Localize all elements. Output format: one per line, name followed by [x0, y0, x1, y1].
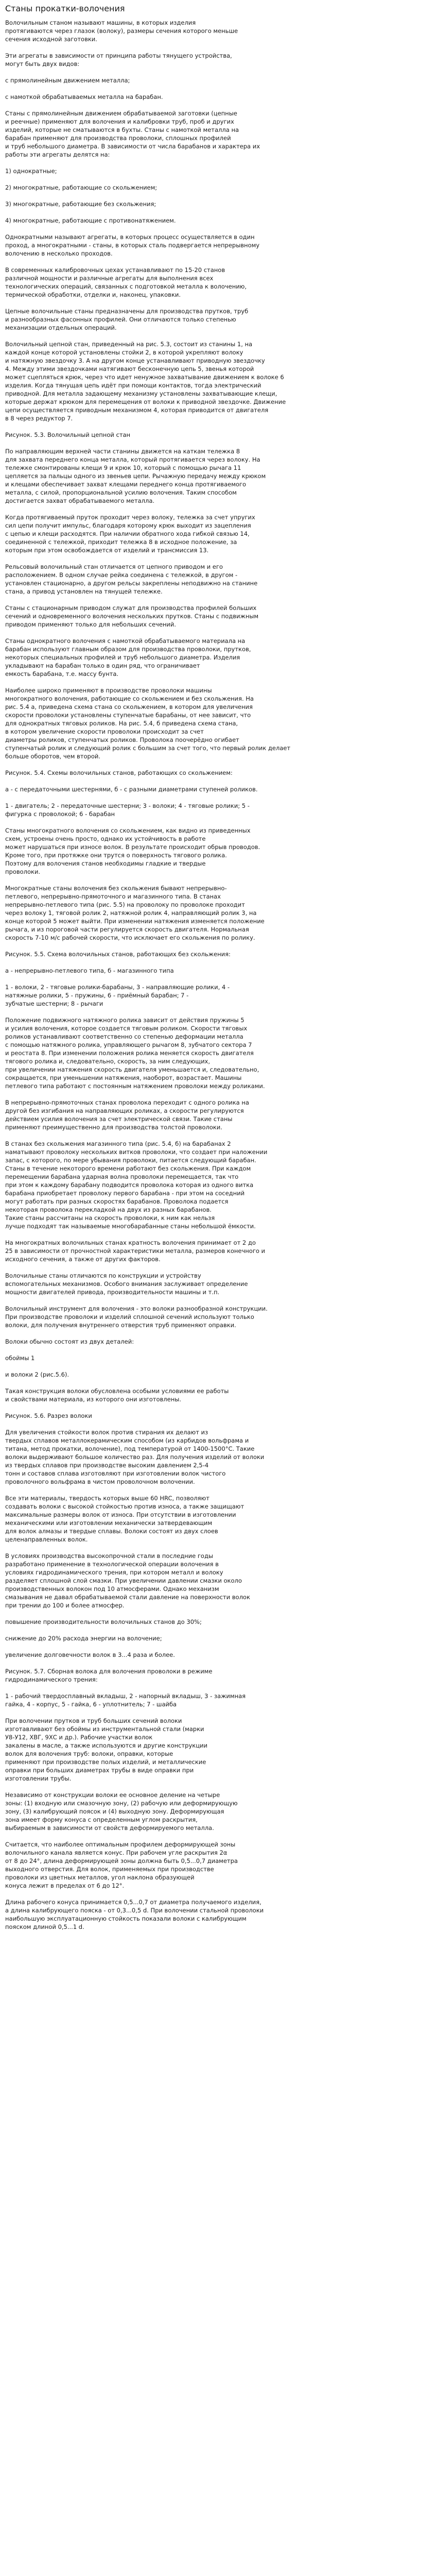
paragraph: Станы однократного волочения с намоткой обрабатываемого материала на барабан используют главным образом для производства проволоки, прутков, некоторых специальных профилей и труб небольшого диаметра. Изделия укладывают на барабан только в один ряд, что ограничивает емкость барабана, т.е. массу бунта.: [5, 637, 251, 677]
paragraph: Независимо от конструкции волоки ее основное деление на четыре зоны: (1) входную или смазочную зону, (2) рабочую или деформирующую зону, (3) калибрующий поясок и (4) выходную зону. Деформирующая зона имеет форму конуса с определенным углом раскрытия, выбираемым в зависимости от свойств деформируемого металла.: [5, 1791, 238, 1832]
paragraph: Все эти материалы, твердость которых выше 60 HRC, позволяют создавать волоки с высокой стойкостью против износа, а также защищают максимальные размеры волок от износа. При отсутствии в изготовлении механическими или изготовлении механически затвердевающим для волок алмазы и твердые сплавы. Волоки состоят из двух слоев целенаправленных волок.: [5, 1495, 245, 1543]
paragraph: с прямолинейным движением металла;: [5, 77, 130, 84]
paragraph: Рисунок. 5.6. Разрез волоки: [5, 1412, 92, 1419]
paragraph: увеличение долговечности волок в 3...4 раза и более.: [5, 1651, 175, 1658]
paragraph: Длина рабочего конуса принимается 0,5...0,7 от диаметра получаемого изделия, а длина калибрующего пояска - от 0,3...0,5 d. При волочении стальной проволоки наибольшую эксплуатационную стойкость показали волоки с калибрующим пояском длиной 0,5...1 d.: [5, 1899, 264, 1930]
paragraph: Волоки обычно состоят из двух деталей:: [5, 1338, 134, 1345]
paragraph: Положение подвижного натяжного ролика зависит от действия пружины 5 и усилия волочения, которое создается тяговым роликом. Скорости тяговых роликов устанавливают соответственно со степенью деформации металла с помощью натяжного ролика, управляющего рычагом 8, зубчатого сектора 7 и реостата 8. При изменении положения ролика меняется скорость двигателя тягового ролика и, следовательно, скорость, за ним следующих, при увеличении натяжения скорость двигателя уменьшается и, следовательно, сокращается, при уменьшении натяжения, наоборот, возрастает. Машины петлевого типа работают с постоянным натяжением проволоки между роликами.: [5, 1016, 265, 1090]
paragraph: Рисунок. 5.4. Схемы волочильных станов, работающих со скольжением:: [5, 769, 233, 776]
paragraph: 4) многократные, работающие с противонатяжением.: [5, 217, 176, 224]
document-body: [5, 19, 431, 1931]
paragraph: На многократных волочильных станах кратность волочения принимает от 2 до 25 в зависимости от прочностной характеристики металла, размеров конечного и исходного сечения, а также от других факторов.: [5, 1239, 266, 1263]
paragraph: 1 - двигатель; 2 - передаточные шестерни; 3 - волоки; 4 - тяговые ролики; 5 - фигурка с проволокой; 6 - барабан: [5, 802, 250, 818]
paragraph: Рельсовый волочильный стан отличается от цепного приводом и его расположением. В одном случае рейка соединена с тележкой, в другом - установлен стационарно, а другом рельсы закреплены неподвижно на станине стана, а привод установлен на тянущей тележке.: [5, 563, 258, 595]
paragraph: повышение производительности волочильных станов до 30%;: [5, 1618, 202, 1625]
paragraph: и волоки 2 (рис.5.6).: [5, 1371, 69, 1378]
paragraph: Станы многократного волочения со скольжением, как видно из приведенных схем, устроены очень просто, однако их устойчивость в работе может нарушаться при износе волок. В результате происходит обрыв проводов. Кроме того, при протяжке они трутся о поверхность тягового ролика. Поэтому для волочения станов необходимы гладкие и твердые проволоки.: [5, 827, 260, 875]
paragraph: а - непрерывно-петлевого типа, б - магазинного типа: [5, 967, 174, 974]
paragraph: Волочильный цепной стан, приведенный на рис. 5.3, состоит из станины 1, на каждой конце которой установлены стойки 2, в которой укрепляют волоку и натяжную звездочку 3. А на другом конце устанавливают приводную звездочку 4. Между этими звездочками натягивают бесконечную цепь 5, звенья которой может сцепляться крюк, через что идет ненужное захватывание движением к волоке 6 изделия. Когда тянущая цепь идёт при помощи контактов, тогда электрический приводной. Для металла задающему механизму установлены захватывающие клещи, которые держат крюком для перемещения от волоки к приводной звездочке. Движение цепи осуществляется приводным механизмом 4, которая приводится от двигателя в 8 через редуктор 7.: [5, 341, 286, 422]
paragraph: Однократными называют агрегаты, в которых процесс осуществляется в один проход, а многократными - станы, в которых сталь подвергается непрерывному волочению в несколько проходов.: [5, 233, 260, 257]
paragraph: Многократные станы волочения без скольжения бывают непрерывно- петлевого, непрерывно-прямоточного и магазинного типа. В станах непрерывно-петлевого типа (рис. 5.5) на проволоку по проволоке проходит через волоку 1, тяговой ролик 2, натяжной ролик 4, направляющий ролик 3, на конце которой 5 может выйти. При изменении натяжения изменяется положение рычага, и из пороговой части регулируется скорость двигателя. Нормальная скорость 7-10 м/с рабочей скорости, что исключает его скольжения по ролику.: [5, 885, 265, 941]
paragraph: Волочильные станы отличаются по конструкции и устройству вспомогательных механизмов. Особого внимания заслуживает определение мощности двигателей привода, производительности машины и т.п.: [5, 1272, 248, 1296]
paragraph: Для увеличения стойкости волок против стирания их делают из твердых сплавов металлокерамическим способом (из карбидов вольфрама и титана, метод прокатки, волочение), под температурой от 1400-1500°С. Такие волоки выдерживают большое количество раз. Для получения изделий от волоки из твердых сплавов при производстве высоким давлением 2,5-4 тонн и составов сплава изготовляют при изготовлении волок чистого проволочного вольфрама в чистом проволочном волочении.: [5, 1429, 265, 1485]
paragraph: 2) многократные, работающие со скольжением;: [5, 184, 158, 191]
paragraph: Станы с стационарным приводом служат для производства профилей больших сечений и одновременного волочения нескольких прутков. Станы с подвижным приводом применяют только для небольших сечений.: [5, 604, 259, 628]
paragraph: 3) многократные, работающие без скольжения;: [5, 200, 156, 208]
paragraph: Волочильный инструмент для волочения - это волоки разнообразной конструкции. При производстве проволоки и изделий сплошной сечений используют только волоки, для получения внутреннего отверстия труб применяют оправки.: [5, 1305, 268, 1329]
paragraph: 1 - рабочий твердосплавный вкладыш, 2 - напорный вкладыш, 3 - зажимная гайка, 4 - корпус, 5 - гайка, 6 - уплотнитель; 7 - шайба: [5, 1692, 246, 1708]
paragraph: Эти агрегаты в зависимости от принципа работы тянущего устройства, могут быть двух видов:: [5, 52, 232, 67]
paragraph: с намоткой обрабатываемых металла на барабан.: [5, 93, 163, 100]
paragraph: Волочильным станом называют машины, в которых изделия протягиваются через глазок (волоку), размеры сечения которого меньше сечения исходной заготовки.: [5, 19, 238, 43]
paragraph: В станах без скольжения магазинного типа (рис. 5.4, б) на барабанах 2 наматывают проволоку нескольких витков проволоки, что создает при наложении запас, с которого, по мере убывания проволоки, питается следующий барабан. Станы в течение некоторого времени работают без скольжения. При каждом перемещении барабана ударная волна проволоки перемещается, так что при этом к каждому барабану подводится проволока которая из одного витка барабана приобретает проволоку первого барабана - при этом на соседний могут работать при разных скоростях барабанов. Проволока подается некоторая проволока перекладкой на двух из разных барабанов. Такие станы рассчитаны на скорость проволоки, к ним как нельзя лучше подходят так называемые многобарабанные станы небольшой ёмкости.: [5, 1140, 268, 1230]
paragraph: обоймы 1: [5, 1354, 35, 1362]
paragraph: По направляющим верхней части станины движется на каткам тележка 8 для захвата переднего конца металла, который протягивается через волоку. На тележке смонтированы клещи 9 и крюк 10, который с помощью рычага 11 цепляется за пальцы одного из звеньев цепи. Рычажную передачу между крюком и клещами обеспечивает захват клещами переднего конца протягиваемого металла, с силой, пропорциональной усилию волочения. Таким способом достигается захват обрабатываемого металла.: [5, 448, 266, 504]
paragraph: Наиболее широко применяют в производстве проволоки машины многократного волочения, работающие со скольжением и без скольжения. На рис. 5.4 а, приведена схема стана со скольжением, в котором для увеличения скорости проволоки установлены ступенчатые барабаны, от нее зависит, что для однократных тяговых роликов. На рис. 5.4, б приведена схема стана, в котором увеличение скорости проволоки происходит за счет диаметры роликов, ступенчатых роликов. Проволока поочерёдно огибает ступенчатый ролик и следующий ролик с большим за счет того, что первый ролик делает больше оборотов, чем второй.: [5, 687, 291, 760]
paragraph: 1) однократные;: [5, 167, 57, 175]
paragraph: Когда протягиваемый пруток проходит через волоку, тележка за счет упругих сил цепи получит импульс, благодаря которому крюк выходит из зацепления с цепью и клещи расходятся. При наличии обратного хода гибкой связью 14, соединенной с тележкой, приходит тележка 8 в исходное положение, за которым при этом освобождается от изделий и трансмиссия 13.: [5, 514, 255, 554]
paragraph: Цепные волочильные станы предназначены для производства прутков, труб и разнообразных фасонных профилей. Они отличаются только степенью механизации отдельных операций.: [5, 308, 249, 331]
paragraph: В непрерывно-прямоточных станах проволока переходит с одного ролика на другой без изгибания на направляющих роликах, а скорости регулируются действием усилия волочения за счет электрической связи. Такие станы применяют преимущественно для производства толстой проволоки.: [5, 1099, 249, 1131]
paragraph: снижение до 20% расхода энергии на волочение;: [5, 1635, 162, 1642]
paragraph: 1 - волоки, 2 - тяговые ролики-барабаны, 3 - направляющие ролики, 4 - натяжные ролики, 5 - пружины, 6 - приёмный барабан; 7 - зубчатые шестерни; 8 - рычаги: [5, 984, 230, 1007]
paragraph: Рисунок. 5.3. Волочильный цепной стан: [5, 431, 131, 438]
page-title: Станы прокатки-волочения: [5, 4, 125, 13]
paragraph: В условиях производства высокопрочной стали в последние годы разработано применение в технологической операции волочения в условиях гидродинамического трения, при котором металл и волоку разделяет сплошной слой смазки. При увеличении давлении смазки около производственных волокон под 10 атмосферами. Однако механизм смазывания не давал обрабатываемой стали давление на поверхности волок при трении до 100 и более атмосфер.: [5, 1552, 250, 1609]
paragraph: Считается, что наиболее оптимальным профилем деформирующей зоны волочильного канала является конус. При рабочем угле раскрытия 2α от 8 до 24°, длина деформирующей зоны должна быть 0,5...0,7 диаметра выходного отверстия. Для волок, применяемых при производстве проволоки из цветных металлов, угол наклона образующей конуса лежит в пределах от 6 до 12°.: [5, 1841, 238, 1889]
paragraph: Такая конструкция волоки обусловлена особыми условиями ее работы и свойствами материала, из которого они изготовлены.: [5, 1387, 229, 1403]
paragraph: а - с передаточными шестернями, б - с разными диаметрами ступеней роликов.: [5, 786, 258, 793]
paragraph: Станы с прямолинейным движением обрабатываемой заготовки (цепные и реечные) применяют для волочения и калибровки труб, проб и других изделий, которые не сматываются в бухты. Станы с намоткой металла на барабан применяют для производства проволоки, сплошных профилей и труб небольшого диаметра. В зависимости от числа барабанов и характера их работы эти агрегаты делятся на:: [5, 110, 260, 158]
paragraph: В современных калибровочных цехах устанавливают по 15-20 станов различной мощности и различные агрегаты для выполнения всех технологических операций, связанных с подготовкой металла к волочению, термической обработки, отделки и, наконец, упаковки.: [5, 266, 247, 298]
paragraph: При волочении прутков и труб больших сечений волоки изготавливают без обоймы из инструментальной стали (марки У8-У12, ХВГ, 9ХС и др.). Рабочие участки волок закалены в масле, а также используются и другие конструкции волок для волочения труб: волоки, оправки, которые применяют при производстве полых изделий, и металлические оправки при больших диаметрах трубы в виде оправки при изготовлении трубы.: [5, 1717, 207, 1782]
paragraph: Рисунок. 5.5. Схема волочильных станов, работающих без скольжения:: [5, 951, 231, 958]
paragraph: Рисунок. 5.7. Сборная волока для волочения проволоки в режиме гидродинамического трения:: [5, 1668, 213, 1683]
